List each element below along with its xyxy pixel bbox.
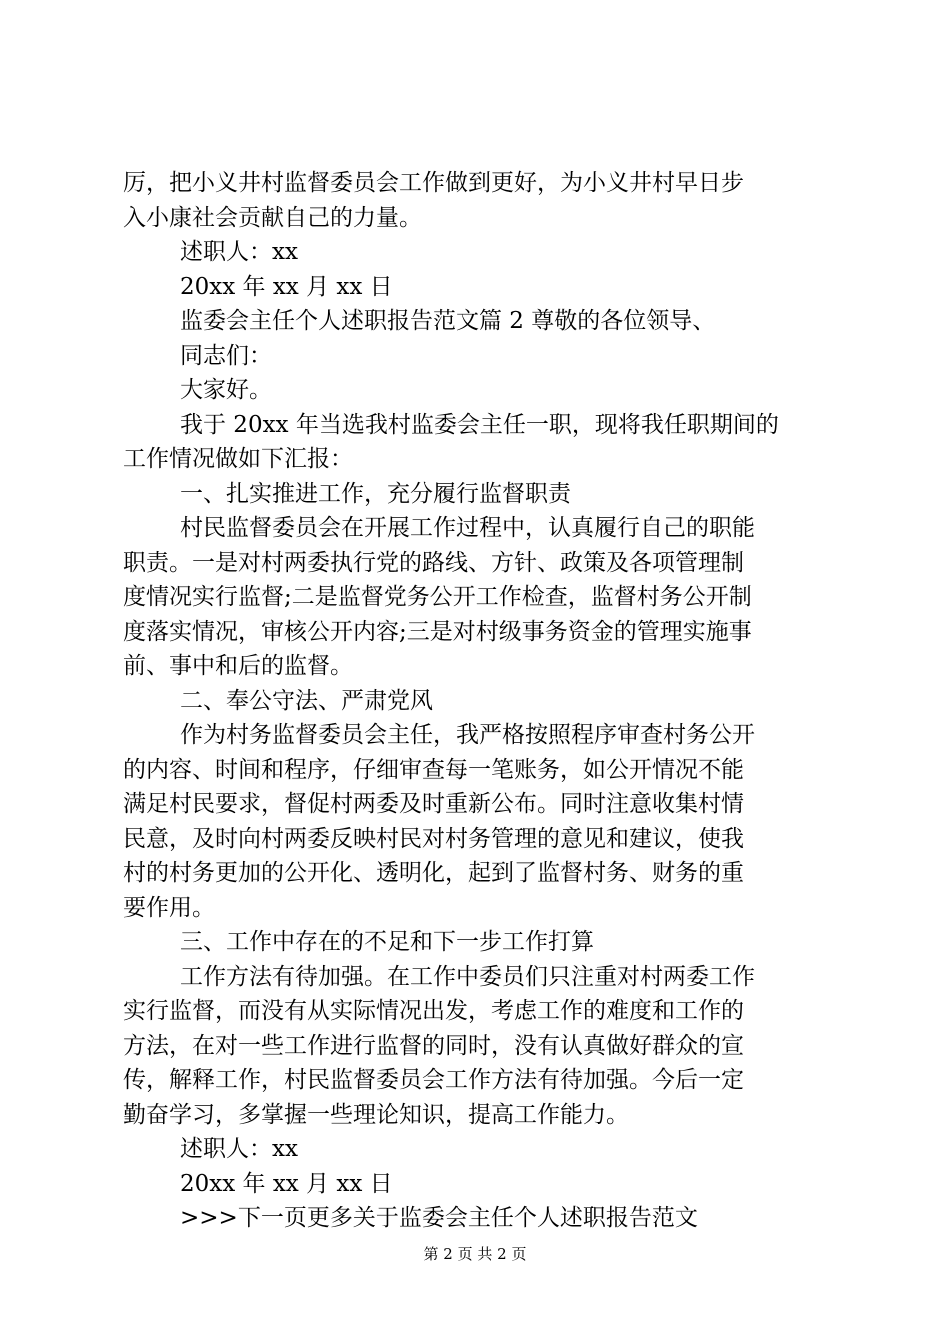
text-line: 述职人：xx	[180, 1136, 298, 1162]
text-line: 20xx 年 xx 月 xx 日	[180, 1170, 393, 1197]
text-line: 传，解释工作，村民监督委员会工作方法有待加强。今后一定	[123, 1067, 744, 1093]
text-line: 三、工作中存在的不足和下一步工作打算	[180, 929, 594, 955]
text-line: 的内容、时间和程序，仔细审查每一笔账务，如公开情况不能	[123, 756, 744, 783]
text-line: 村民监督委员会在开展工作过程中，认真履行自己的职能	[180, 515, 755, 541]
text-line: 工作方法有待加强。在工作中委员们只注重对村两委工作	[180, 963, 755, 990]
text-line: >>>下一页更多关于监委会主任个人述职报告范文	[180, 1205, 698, 1231]
text-line: 我于 20xx 年当选我村监委会主任一职，现将我任职期间的	[180, 411, 779, 438]
text-line: 二、奉公守法、严肃党风	[180, 687, 433, 714]
text-line: 实行监督，而没有从实际情况出发，考虑工作的难度和工作的	[123, 998, 744, 1024]
text-line: 大家好。	[180, 377, 272, 403]
text-line: 同志们：	[180, 342, 272, 369]
text-line: 村的村务更加的公开化、透明化，起到了监督村务、财务的重	[123, 860, 744, 886]
document-body	[123, 166, 843, 1236]
text-line: 度情况实行监督;二是监督党务公开工作检查，监督村务公开制	[123, 584, 752, 610]
text-line: 前、事中和后的监督。	[123, 653, 353, 679]
text-line: 20xx 年 xx 月 xx 日	[180, 273, 393, 300]
text-line: 满足村民要求，督促村两委及时重新公布。同时注意收集村情	[123, 791, 744, 817]
page-footer: 第 2 页 共 2 页	[423, 1245, 527, 1263]
text-line: 度落实情况，审核公开内容;三是对村级事务资金的管理实施事	[123, 618, 752, 645]
text-line: 述职人：xx	[180, 239, 298, 265]
text-line: 勤奋学习，多掌握一些理论知识，提高工作能力。	[123, 1101, 629, 1128]
text-line: 厉，把小义井村监督委员会工作做到更好，为小义井村早日步	[123, 170, 744, 196]
text-line: 民意，及时向村两委反映村民对村务管理的意见和建议，使我	[123, 825, 744, 852]
text-line: 一、扎实推进工作，充分履行监督职责	[180, 480, 571, 507]
text-line: 入小康社会贡献自己的力量。	[123, 204, 422, 231]
text-line: 方法，在对一些工作进行监督的同时，没有认真做好群众的宣	[123, 1032, 744, 1059]
text-line: 职责。一是对村两委执行党的路线、方针、政策及各项管理制	[123, 549, 744, 576]
text-line: 作为村务监督委员会主任，我严格按照程序审查村务公开	[180, 722, 755, 748]
text-line: 工作情况做如下汇报：	[123, 446, 353, 472]
text-line: 要作用。	[123, 894, 215, 921]
text-line: 监委会主任个人述职报告范文篇 2 尊敬的各位领导、	[180, 308, 716, 334]
